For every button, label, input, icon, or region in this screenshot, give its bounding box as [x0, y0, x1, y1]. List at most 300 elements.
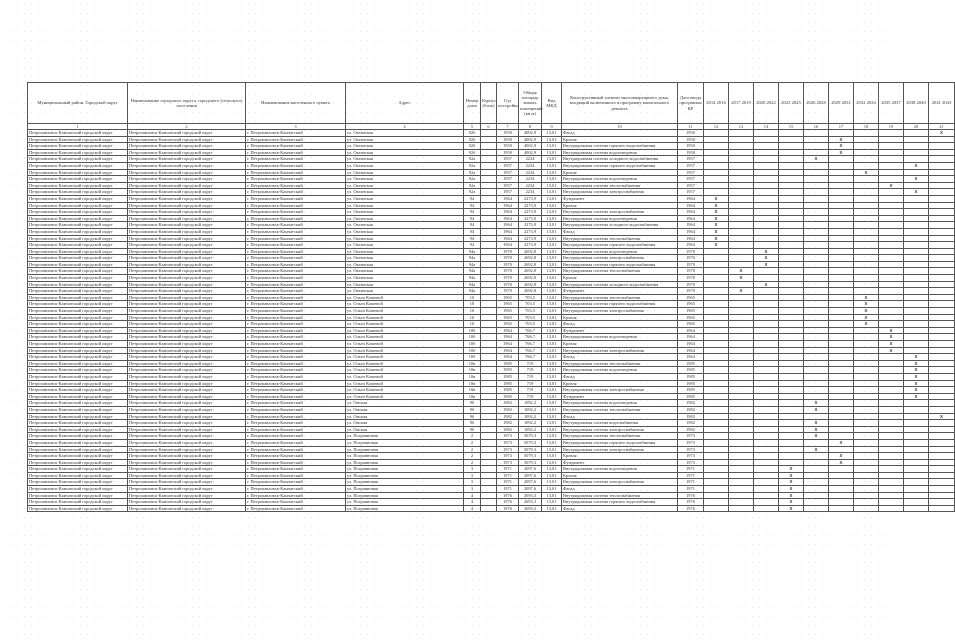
period-cell — [779, 380, 804, 387]
cell-house: 94а — [464, 255, 481, 262]
period-cell — [904, 294, 929, 301]
cell-district: Петропавловск-Камчатский городской округ — [28, 341, 128, 348]
period-cell — [879, 505, 904, 512]
cell-type: 13,01 — [542, 367, 562, 374]
cell-district: Петропавловск-Камчатский городской округ — [28, 209, 128, 216]
period-cell — [879, 479, 904, 486]
period-cell — [729, 426, 754, 433]
cell-year: 1964 — [497, 334, 519, 341]
table-row — [28, 130, 955, 137]
cell-street: ул. Омская — [346, 420, 464, 427]
cell-area: 766,7 — [519, 354, 542, 361]
period-cell — [829, 248, 854, 255]
period-cell — [929, 294, 955, 301]
cell-locality: г. Петропавловск-Камчатский — [246, 499, 346, 506]
period-cell — [804, 189, 829, 196]
cell-entry: 1964 — [678, 327, 704, 334]
cell-block — [481, 367, 497, 374]
period-cell — [854, 380, 879, 387]
period-cell — [754, 466, 779, 473]
cell-year: 1970 — [497, 281, 519, 288]
period-mark: X — [804, 420, 829, 427]
period-cell — [729, 255, 754, 262]
period-cell — [854, 176, 879, 183]
cell-settlement: Петропавловск-Камчатский городской округ — [128, 505, 246, 512]
period-mark: X — [904, 367, 929, 374]
cell-locality: г. Петропавловск-Камчатский — [246, 439, 346, 446]
period-cell — [929, 433, 955, 440]
period-cell — [729, 413, 754, 420]
cell-entry: 1964 — [678, 195, 704, 202]
period-cell — [729, 149, 754, 156]
period-cell — [704, 169, 729, 176]
period-cell — [804, 360, 829, 367]
cell-street: ул. Океанская — [346, 130, 464, 137]
cell-block — [481, 136, 497, 143]
period-cell — [804, 215, 829, 222]
period-cell — [829, 334, 854, 341]
cell-area: 5079,3 — [519, 439, 542, 446]
cell-entry: 1950 — [678, 149, 704, 156]
period-cell — [704, 143, 729, 150]
cell-house: 92а — [464, 182, 481, 189]
cell-year: 1957 — [497, 189, 519, 196]
period-mark: X — [704, 222, 729, 229]
cell-district: Петропавловск-Камчатский городской округ — [28, 156, 128, 163]
table-row — [28, 195, 955, 202]
cell-house: 10б — [464, 347, 481, 354]
cell-locality: г. Петропавловск-Камчатский — [246, 215, 346, 222]
period-cell — [879, 380, 904, 387]
cell-locality: г. Петропавловск-Камчатский — [246, 453, 346, 460]
table-row — [28, 380, 955, 387]
table-row — [28, 439, 955, 446]
period-cell — [804, 182, 829, 189]
cell-block — [481, 492, 497, 499]
period-cell — [779, 288, 804, 295]
cell-settlement: Петропавловск-Камчатский городской округ — [128, 453, 246, 460]
table-row — [28, 505, 955, 512]
period-cell — [704, 261, 729, 268]
period-cell — [779, 189, 804, 196]
period-cell — [929, 228, 955, 235]
cell-settlement: Петропавловск-Камчатский городской округ — [128, 255, 246, 262]
period-cell — [829, 505, 854, 512]
table-row — [28, 420, 955, 427]
period-mark: X — [879, 334, 904, 341]
cell-street: ул. Океанская — [346, 162, 464, 169]
cell-entry: 1965 — [678, 308, 704, 315]
period-cell — [754, 479, 779, 486]
period-cell — [854, 486, 879, 493]
period-mark: X — [879, 347, 904, 354]
period-cell — [854, 189, 879, 196]
cell-type: 13,01 — [542, 472, 562, 479]
period-cell — [829, 176, 854, 183]
cell-type: 13,01 — [542, 162, 562, 169]
cell-settlement: Петропавловск-Камчатский городской округ — [128, 380, 246, 387]
period-cell — [779, 393, 804, 400]
period-cell — [804, 169, 829, 176]
period-cell — [879, 387, 904, 394]
cell-block — [481, 446, 497, 453]
table-row — [28, 294, 955, 301]
cell-locality: г. Петропавловск-Камчатский — [246, 248, 346, 255]
period-cell — [829, 413, 854, 420]
column-number: 16 — [804, 124, 829, 130]
cell-block — [481, 486, 497, 493]
period-cell — [904, 136, 929, 143]
period-cell — [904, 347, 929, 354]
column-header: 2032 2034 — [854, 83, 879, 124]
cell-entry: 1965 — [678, 301, 704, 308]
cell-year: 1950 — [497, 130, 519, 137]
table-header-row — [28, 83, 955, 124]
period-cell — [854, 360, 879, 367]
period-cell — [804, 288, 829, 295]
cell-settlement: Петропавловск-Камчатский городской округ — [128, 130, 246, 137]
column-number: 12 — [704, 124, 729, 130]
cell-settlement: Петропавловск-Камчатский городской округ — [128, 162, 246, 169]
column-header: 2035 2037 — [879, 83, 904, 124]
cell-entry: 1957 — [678, 162, 704, 169]
period-cell — [929, 248, 955, 255]
period-cell — [879, 228, 904, 235]
period-cell — [729, 248, 754, 255]
column-number: 2 — [128, 124, 246, 130]
cell-house: 92а — [464, 162, 481, 169]
cell-entry: 1985 — [678, 380, 704, 387]
cell-type: 13,01 — [542, 327, 562, 334]
cell-area: 2097,6 — [519, 479, 542, 486]
period-cell — [829, 367, 854, 374]
period-cell — [829, 261, 854, 268]
cell-entry: 1985 — [678, 387, 704, 394]
cell-element: Внутридомовая система водоотведения — [562, 149, 678, 156]
period-cell — [729, 459, 754, 466]
table-row — [28, 446, 955, 453]
cell-locality: г. Петропавловск-Камчатский — [246, 387, 346, 394]
period-cell — [829, 288, 854, 295]
period-mark: X — [779, 492, 804, 499]
cell-district: Петропавловск-Камчатский городской округ — [28, 215, 128, 222]
period-mark: X — [704, 215, 729, 222]
period-cell — [804, 268, 829, 275]
cell-locality: г. Петропавловск-Камчатский — [246, 169, 346, 176]
period-cell — [904, 255, 929, 262]
cell-area: 1092,2 — [519, 413, 542, 420]
cell-block — [481, 281, 497, 288]
cell-block — [481, 202, 497, 209]
column-header: Номер дома — [464, 83, 481, 124]
period-cell — [879, 162, 904, 169]
period-cell — [754, 235, 779, 242]
period-cell — [854, 479, 879, 486]
cell-block — [481, 420, 497, 427]
cell-entry: 1971 — [678, 472, 704, 479]
cell-settlement: Петропавловск-Камчатский городской округ — [128, 228, 246, 235]
cell-house: 9б — [464, 420, 481, 427]
column-number: 15 — [779, 124, 804, 130]
cell-element: Фундамент — [562, 288, 678, 295]
cell-street: ул. Ольги Кошевой — [346, 393, 464, 400]
cell-entry: 1976 — [678, 499, 704, 506]
period-cell — [829, 169, 854, 176]
period-cell — [779, 130, 804, 137]
cell-house: 10в — [464, 367, 481, 374]
period-cell — [854, 209, 879, 216]
period-cell — [929, 466, 955, 473]
cell-type: 13,01 — [542, 387, 562, 394]
cell-element: Внутридомовая система горячего водоснабжения — [562, 162, 678, 169]
cell-area: 703,5 — [519, 301, 542, 308]
period-cell — [704, 308, 729, 315]
period-cell — [829, 472, 854, 479]
cell-locality: г. Петропавловск-Камчатский — [246, 459, 346, 466]
period-cell — [779, 222, 804, 229]
cell-district: Петропавловск-Камчатский городской округ — [28, 301, 128, 308]
period-cell — [704, 248, 729, 255]
period-mark: X — [854, 301, 879, 308]
period-cell — [779, 195, 804, 202]
cell-district: Петропавловск-Камчатский городской округ — [28, 195, 128, 202]
period-cell — [829, 294, 854, 301]
table-row — [28, 413, 955, 420]
period-cell — [929, 176, 955, 183]
cell-street: ул. Пограничная — [346, 433, 464, 440]
period-cell — [854, 439, 879, 446]
cell-type: 13,01 — [542, 334, 562, 341]
table-row — [28, 466, 955, 473]
period-cell — [754, 420, 779, 427]
column-number: 5 — [464, 124, 481, 130]
cell-entry: 1971 — [678, 486, 704, 493]
period-cell — [729, 505, 754, 512]
period-cell — [729, 176, 754, 183]
period-mark: X — [879, 341, 904, 348]
period-cell — [754, 387, 779, 394]
period-mark: X — [704, 195, 729, 202]
period-mark: X — [704, 202, 729, 209]
table-row — [28, 459, 955, 466]
cell-element: Внутридомовая система теплоснабжения — [562, 360, 678, 367]
table-row — [28, 228, 955, 235]
cell-block — [481, 268, 497, 275]
cell-locality: г. Петропавловск-Камчатский — [246, 426, 346, 433]
period-cell — [904, 235, 929, 242]
cell-street: ул. Океанская — [346, 235, 464, 242]
period-cell — [879, 308, 904, 315]
column-header: 2038 2040 — [904, 83, 929, 124]
period-cell — [879, 492, 904, 499]
cell-type: 13,01 — [542, 499, 562, 506]
period-cell — [704, 393, 729, 400]
cell-street: ул. Океанская — [346, 248, 464, 255]
period-cell — [704, 149, 729, 156]
period-cell — [729, 499, 754, 506]
cell-district: Петропавловск-Камчатский городской округ — [28, 242, 128, 249]
period-cell — [854, 143, 879, 150]
cell-type: 13,01 — [542, 420, 562, 427]
period-cell — [854, 162, 879, 169]
period-cell — [704, 505, 729, 512]
cell-element: Кровля — [562, 472, 678, 479]
period-cell — [804, 373, 829, 380]
period-cell — [854, 373, 879, 380]
period-cell — [729, 406, 754, 413]
cell-locality: г. Петропавловск-Камчатский — [246, 314, 346, 321]
period-cell — [854, 248, 879, 255]
cell-district: Петропавловск-Камчатский городской округ — [28, 446, 128, 453]
cell-settlement: Петропавловск-Камчатский городской округ — [128, 195, 246, 202]
period-cell — [879, 235, 904, 242]
period-cell — [929, 327, 955, 334]
period-cell — [704, 156, 729, 163]
cell-block — [481, 156, 497, 163]
period-cell — [854, 420, 879, 427]
period-cell — [929, 169, 955, 176]
period-cell — [879, 248, 904, 255]
period-mark: X — [804, 400, 829, 407]
period-cell — [779, 373, 804, 380]
period-cell — [829, 426, 854, 433]
period-cell — [879, 301, 904, 308]
cell-settlement: Петропавловск-Камчатский городской округ — [128, 433, 246, 440]
period-cell — [829, 466, 854, 473]
period-cell — [804, 380, 829, 387]
cell-locality: г. Петропавловск-Камчатский — [246, 301, 346, 308]
cell-type: 13,01 — [542, 321, 562, 328]
column-number: 14 — [754, 124, 779, 130]
period-cell — [779, 202, 804, 209]
cell-street: ул. Ольги Кошевой — [346, 301, 464, 308]
cell-element: Кровля — [562, 341, 678, 348]
cell-district: Петропавловск-Камчатский городской округ — [28, 308, 128, 315]
cell-year: 1976 — [497, 492, 519, 499]
period-cell — [779, 420, 804, 427]
cell-element: Внутридомовая система холодного водоснабжения — [562, 222, 678, 229]
period-cell — [704, 446, 729, 453]
period-cell — [904, 182, 929, 189]
cell-type: 13,01 — [542, 255, 562, 262]
period-cell — [704, 499, 729, 506]
period-mark: X — [904, 176, 929, 183]
cell-house: 10 — [464, 308, 481, 315]
table-row — [28, 169, 955, 176]
period-cell — [754, 182, 779, 189]
cell-entry: 1950 — [678, 136, 704, 143]
period-cell — [704, 420, 729, 427]
period-mark: X — [829, 453, 854, 460]
cell-settlement: Петропавловск-Камчатский городской округ — [128, 367, 246, 374]
period-cell — [879, 222, 904, 229]
period-cell — [904, 459, 929, 466]
cell-street: ул. Океанская — [346, 169, 464, 176]
period-cell — [779, 367, 804, 374]
column-header: Наименование населенного пункта — [246, 83, 346, 124]
cell-block — [481, 209, 497, 216]
cell-year: 1964 — [497, 202, 519, 209]
cell-area: 2273,9 — [519, 228, 542, 235]
table-row — [28, 334, 955, 341]
period-cell — [804, 261, 829, 268]
period-cell — [904, 479, 929, 486]
cell-year: 1964 — [497, 222, 519, 229]
cell-element: Внутридомовая система водоотведения — [562, 400, 678, 407]
cell-entry: 1957 — [678, 182, 704, 189]
period-cell — [854, 136, 879, 143]
column-header: Год постройки — [497, 83, 519, 124]
cell-element: Фасад — [562, 130, 678, 137]
period-cell — [704, 439, 729, 446]
cell-house: 92б — [464, 130, 481, 137]
column-number: 21 — [929, 124, 955, 130]
cell-block — [481, 413, 497, 420]
cell-entry: 1970 — [678, 248, 704, 255]
period-cell — [929, 406, 955, 413]
cell-locality: г. Петропавловск-Камчатский — [246, 149, 346, 156]
cell-house: 92б — [464, 136, 481, 143]
period-cell — [704, 486, 729, 493]
period-cell — [729, 321, 754, 328]
period-cell — [754, 499, 779, 506]
cell-settlement: Петропавловск-Камчатский городской округ — [128, 334, 246, 341]
cell-year: 1982 — [497, 400, 519, 407]
table-row — [28, 347, 955, 354]
period-cell — [754, 301, 779, 308]
cell-entry: 1950 — [678, 130, 704, 137]
period-cell — [779, 413, 804, 420]
cell-area: 1092,2 — [519, 420, 542, 427]
cell-street: ул. Омская — [346, 413, 464, 420]
cell-house: 10 — [464, 321, 481, 328]
column-number: 4 — [346, 124, 464, 130]
period-cell — [879, 459, 904, 466]
period-cell — [754, 433, 779, 440]
cell-house: 94 — [464, 242, 481, 249]
period-cell — [754, 459, 779, 466]
period-cell — [904, 453, 929, 460]
period-cell — [754, 486, 779, 493]
period-cell — [904, 281, 929, 288]
column-number: 6 — [481, 124, 497, 130]
cell-settlement: Петропавловск-Камчатский городской округ — [128, 420, 246, 427]
cell-area: 2273,9 — [519, 195, 542, 202]
period-cell — [929, 347, 955, 354]
cell-year: 1950 — [497, 136, 519, 143]
cell-street: ул. Океанская — [346, 136, 464, 143]
period-cell — [829, 341, 854, 348]
period-cell — [804, 492, 829, 499]
cell-locality: г. Петропавловск-Камчатский — [246, 400, 346, 407]
cell-locality: г. Петропавловск-Камчатский — [246, 360, 346, 367]
period-cell — [854, 433, 879, 440]
period-cell — [729, 242, 754, 249]
cell-street: ул. Ольги Кошевой — [346, 341, 464, 348]
cell-street: ул. Ольги Кошевой — [346, 347, 464, 354]
period-cell — [704, 426, 729, 433]
column-header: Дата ввода программы КР — [678, 83, 704, 124]
table-row — [28, 143, 955, 150]
cell-house: 2 — [464, 446, 481, 453]
cell-house: 92а — [464, 176, 481, 183]
period-cell — [879, 400, 904, 407]
cell-entry: 1982 — [678, 426, 704, 433]
cell-block — [481, 130, 497, 137]
table-row — [28, 222, 955, 229]
period-mark: X — [854, 314, 879, 321]
period-cell — [704, 433, 729, 440]
